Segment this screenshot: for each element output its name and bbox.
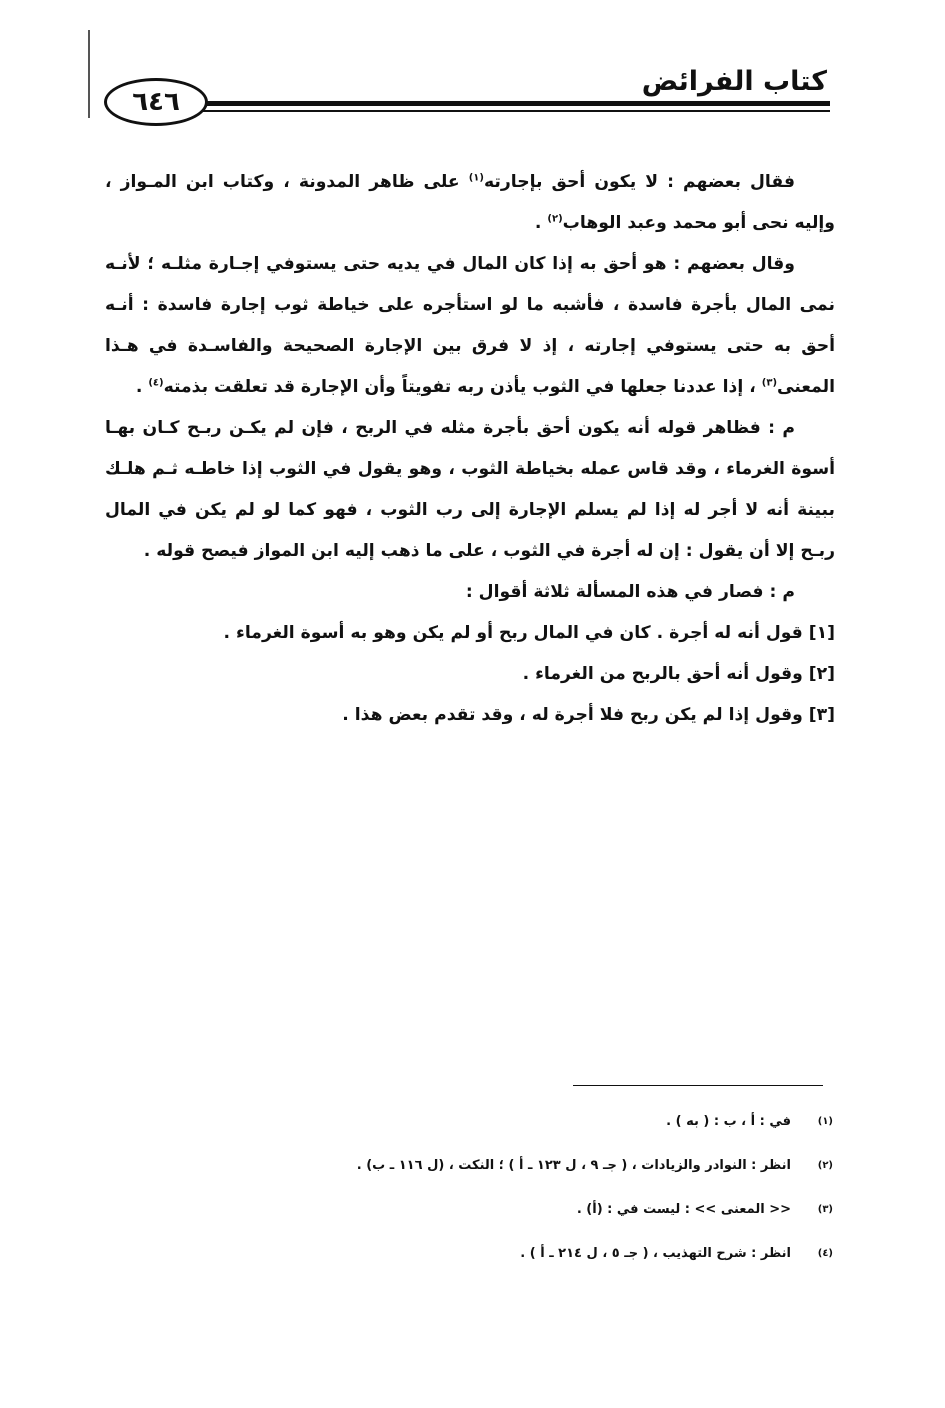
paragraph-3 (105, 408, 835, 572)
paragraph-1 (105, 162, 835, 244)
paragraph-text: فقال بعضهم : لا يكون أحق بإجارته (483, 172, 795, 192)
footnote-1 (105, 1100, 833, 1144)
footnote-number: (٤) (817, 1248, 833, 1259)
margin-rule (88, 30, 90, 118)
footnote-number: (١) (817, 1116, 833, 1127)
footnote-2 (105, 1144, 833, 1188)
list-item-2: [٢] وقول أنه أحق بالربح من الغرماء . (522, 664, 835, 684)
header-rule (110, 101, 830, 106)
page-number: ٦٤٦ (104, 78, 208, 126)
footnote-text: انظر : النوادر والزيادات ، ( جـ ٩ ، ل ١٢٣ ـ أ ) ؛ النكت ، (ل ١١٦ ـ ب) . (356, 1158, 791, 1173)
list-item-1: [١] قول أنه له أجرة . كان في المال ربح أو لم يكن وهو به أسوة الغرماء . (223, 623, 835, 643)
footnote-number: (٢) (817, 1160, 833, 1171)
header-rule-thin (200, 110, 830, 112)
paragraph-2 (105, 244, 835, 408)
footnote-number: (٣) (817, 1204, 833, 1215)
footnote-text: في : أ ، ب : ( به ) . (666, 1114, 791, 1129)
footnote-marker: (٢) (547, 213, 563, 225)
footnote-marker: (٤) (148, 377, 164, 389)
footnote-marker: (١) (468, 172, 484, 184)
footnote-separator (573, 1085, 823, 1086)
paragraph-text: . (534, 213, 548, 233)
footnote-3 (105, 1188, 833, 1232)
footnote-4 (105, 1232, 833, 1276)
running-header-title: كتاب الفرائض (641, 66, 827, 97)
paragraph-4 (105, 572, 835, 613)
paragraph-text: م : فصار في هذه المسألة ثلاثة أقوال : (465, 582, 795, 602)
footnotes (105, 1100, 833, 1276)
list-item-3: [٣] وقول إذا لم يكن ربح فلا أجرة له ، وقد تقدم بعض هذا . (342, 705, 835, 725)
body-text (105, 162, 835, 736)
footnote-text: انظر : شرح التهذيب ، ( جـ ٥ ، ل ٢١٤ ـ أ ) . (520, 1246, 791, 1261)
paragraph-text: م : فظاهر قوله أنه يكون أحق بأجرة مثله في الربح ، فإن لم يكـن ربـح كـان بهـا أسوة الغرماء ، وقد قاس عمله بخياطة الثوب ، وهو يقول في الثوب إذا خاطـه ثـم هلـك ببينة أنه لا أجر له إذا لم يسلم الإجارة إلى رب الثوب ، فهو كما لو لم يكن في المال ربـح إلا أن يقول : إن له أجرة في الثوب ، على ما ذهب إليه ابن المواز فيصح قوله . (105, 418, 835, 561)
paragraph-text: . (135, 377, 149, 397)
paragraph-text: وقال بعضهم : هو أحق به إذا كان المال في يديه حتى يستوفي إجـارة مثلـه ؛ لأنـه نمى المال بأجرة فاسدة ، فأشبه ما لو استأجره على خياطة ثوب إجارة فاسدة : أنـه أحق به حتى يستوفي إجارته ، إذ لا فرق بين الإجارة الصحيحة والفاسـدة في هـذا المعنى (105, 254, 835, 397)
footnote-text: << المعنى >> : ليست في : (أ) . (576, 1202, 791, 1217)
paragraph-text: على ظاهر المدونة ، وكتاب ابن المـواز ، وإليه نحى أبو محمد وعبد الوهاب (105, 172, 835, 233)
paragraph-text: ، إذا عددنا جعلها في الثوب يأذن ربه تفويتاً وأن الإجارة قد تعلقت بذمته (163, 377, 762, 397)
footnote-marker: (٣) (761, 377, 778, 389)
